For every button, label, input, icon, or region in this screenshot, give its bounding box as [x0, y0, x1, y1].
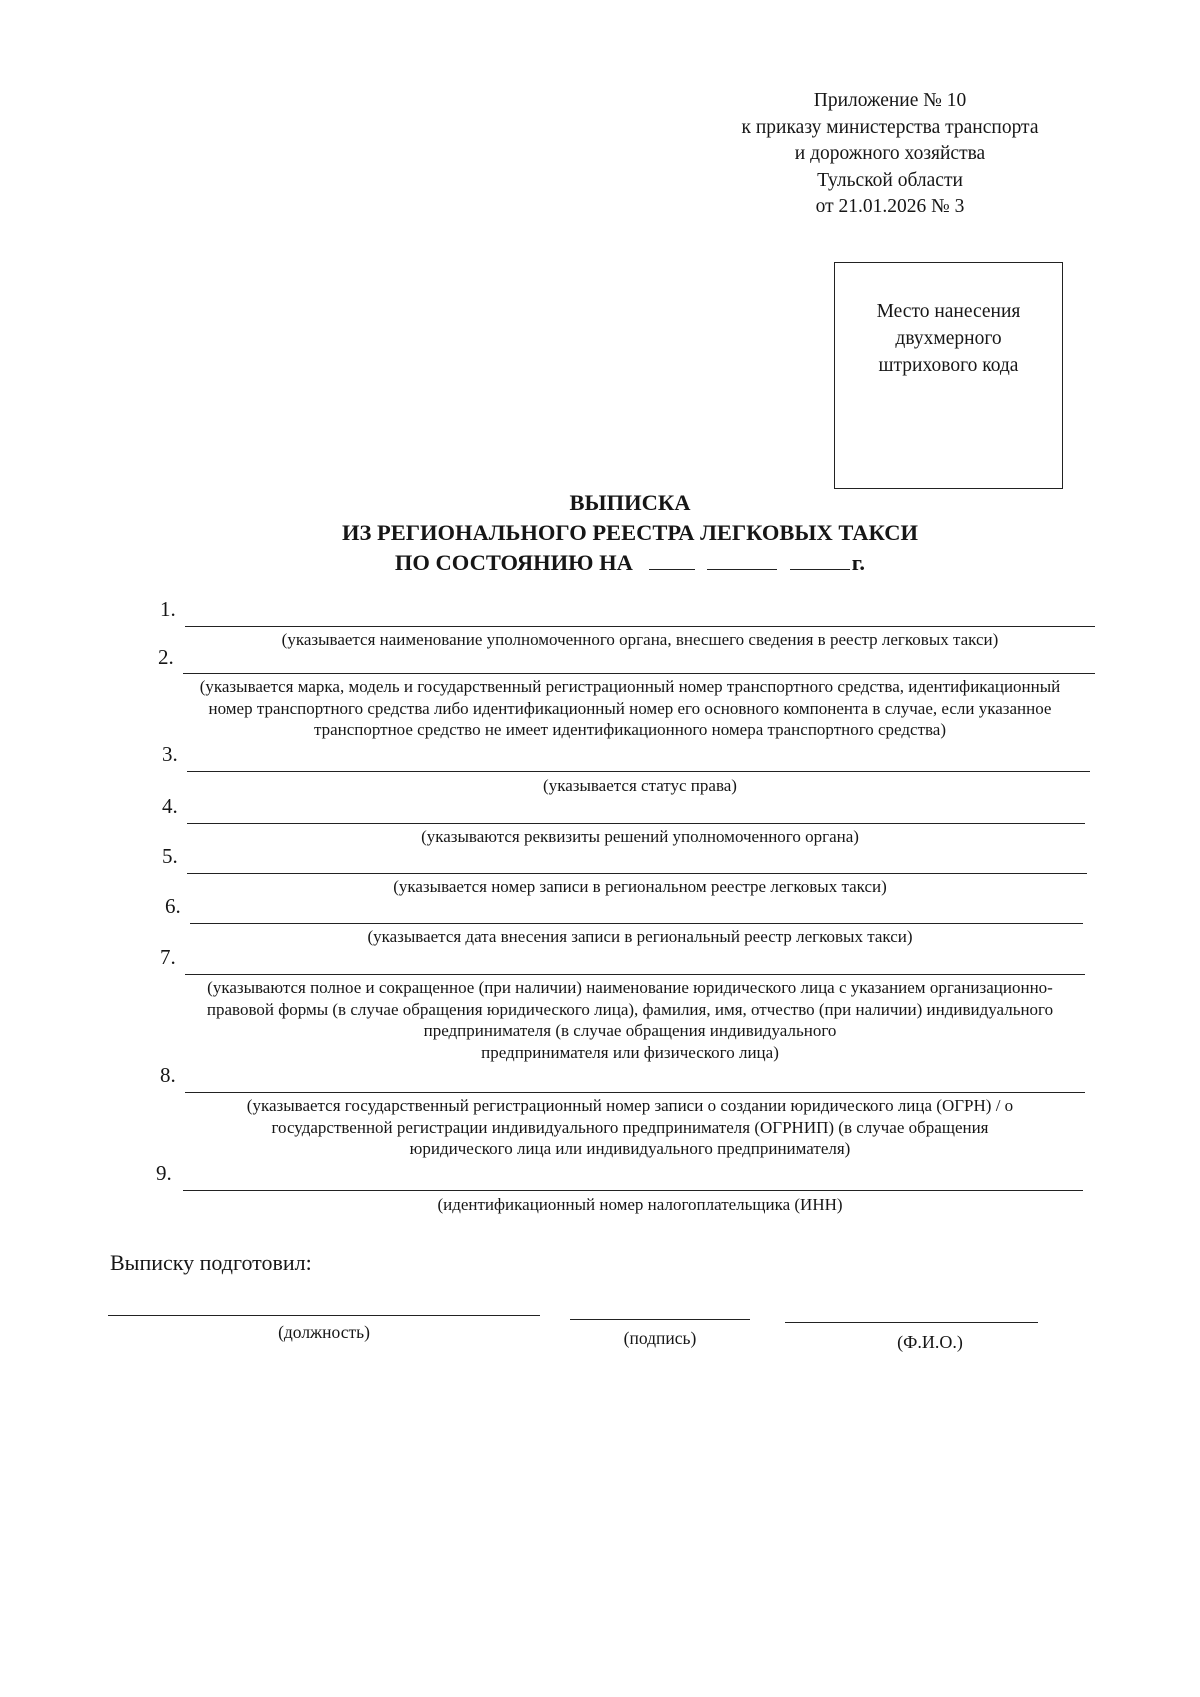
appendix-order-date: от 21.01.2026 № 3 [815, 196, 965, 217]
date-day-blank[interactable] [649, 552, 695, 570]
appendix-number: Приложение № 10 [813, 90, 967, 111]
field-5-number: 5. [162, 844, 178, 868]
field-8-number: 8. [160, 1063, 176, 1087]
field-8-line[interactable] [185, 1092, 1085, 1093]
field-1-line[interactable] [185, 626, 1095, 627]
field-2-caption: (указывается марка, модель и государственный регистрационный номер транспортного средства, идентификационный номер транспортного средства либо идентификационный номер его основного компонента в случае, если указанное транспортное средство не имеет идентификационного номера транспортного средства) [199, 677, 1061, 739]
field-9-caption: (идентификационный номер налогоплательщика (ИНН) [437, 1195, 843, 1214]
document-date-line [0, 550, 1200, 576]
field-9-number: 9. [156, 1161, 172, 1185]
position-label: (должность) [278, 1322, 370, 1342]
field-7-line[interactable] [185, 974, 1085, 975]
barcode-box-text-3: штрихового кода [878, 355, 1019, 376]
field-7-caption: (указываются полное и сокращенное (при наличии) наименование юридического лица с указанием организационно- правовой формы (в случае обращения юридического лица), фамилия, имя, отчество (при наличии) индивидуального предпринимателя (в случае обращения индивидуального предпринимателя или физического лица) [206, 978, 1054, 1062]
signature-line[interactable] [570, 1319, 750, 1320]
appendix-order-ministry: и дорожного хозяйства [794, 143, 986, 164]
full-name-label: (Ф.И.О.) [897, 1332, 963, 1352]
prepared-by-heading: Выписку подготовил: [110, 1250, 312, 1275]
date-line-label: ПО СОСТОЯНИЮ НА [394, 550, 633, 575]
field-3-caption: (указывается статус права) [543, 776, 737, 795]
field-4-number: 4. [162, 794, 178, 818]
date-year-blank[interactable] [790, 552, 850, 570]
barcode-placeholder-box [834, 262, 1063, 489]
field-8-caption: (указывается государственный регистрационный номер записи о создании юридического лица (ОГРН) / о государственной регистрации индивидуального предпринимателя (ОГРНИП) (в случае обращения юридического лица или индивидуального предпринимателя) [246, 1096, 1014, 1158]
field-7-number: 7. [160, 945, 176, 969]
document-title: ВЫПИСКА [569, 490, 691, 515]
field-4-line[interactable] [187, 823, 1085, 824]
date-month-blank[interactable] [707, 552, 777, 570]
full-name-line[interactable] [785, 1322, 1038, 1323]
field-2-number: 2. [158, 645, 174, 669]
barcode-box-text-1: Место нанесения [876, 301, 1021, 322]
field-6-caption: (указывается дата внесения записи в региональный реестр легковых такси) [367, 927, 913, 946]
field-3-line[interactable] [187, 771, 1090, 772]
appendix-order-region: Тульской области [817, 169, 963, 191]
field-4-caption: (указываются реквизиты решений уполномоченного органа) [421, 827, 859, 846]
position-signature-line[interactable] [108, 1315, 540, 1316]
field-3-number: 3. [162, 742, 178, 766]
field-5-caption: (указывается номер записи в региональном реестре легковых такси) [393, 877, 887, 896]
appendix-header [640, 88, 1140, 221]
field-6-line[interactable] [190, 923, 1083, 924]
field-1-caption: (указывается наименование уполномоченного органа, внесшего сведения в реестр легковых такси) [281, 630, 999, 649]
field-2-line[interactable] [183, 673, 1095, 674]
appendix-order-ref: к приказу министерства транспорта [741, 116, 1039, 138]
barcode-box-text-2: двухмерного [895, 328, 1002, 349]
field-1-number: 1. [160, 597, 176, 621]
field-6-number: 6. [165, 894, 181, 918]
field-5-line[interactable] [187, 873, 1087, 874]
date-year-suffix: г. [851, 550, 866, 575]
signature-label: (подпись) [623, 1328, 697, 1348]
field-9-line[interactable] [183, 1190, 1083, 1191]
document-subtitle: ИЗ РЕГИОНАЛЬНОГО РЕЕСТРА ЛЕГКОВЫХ ТАКСИ [341, 520, 919, 545]
